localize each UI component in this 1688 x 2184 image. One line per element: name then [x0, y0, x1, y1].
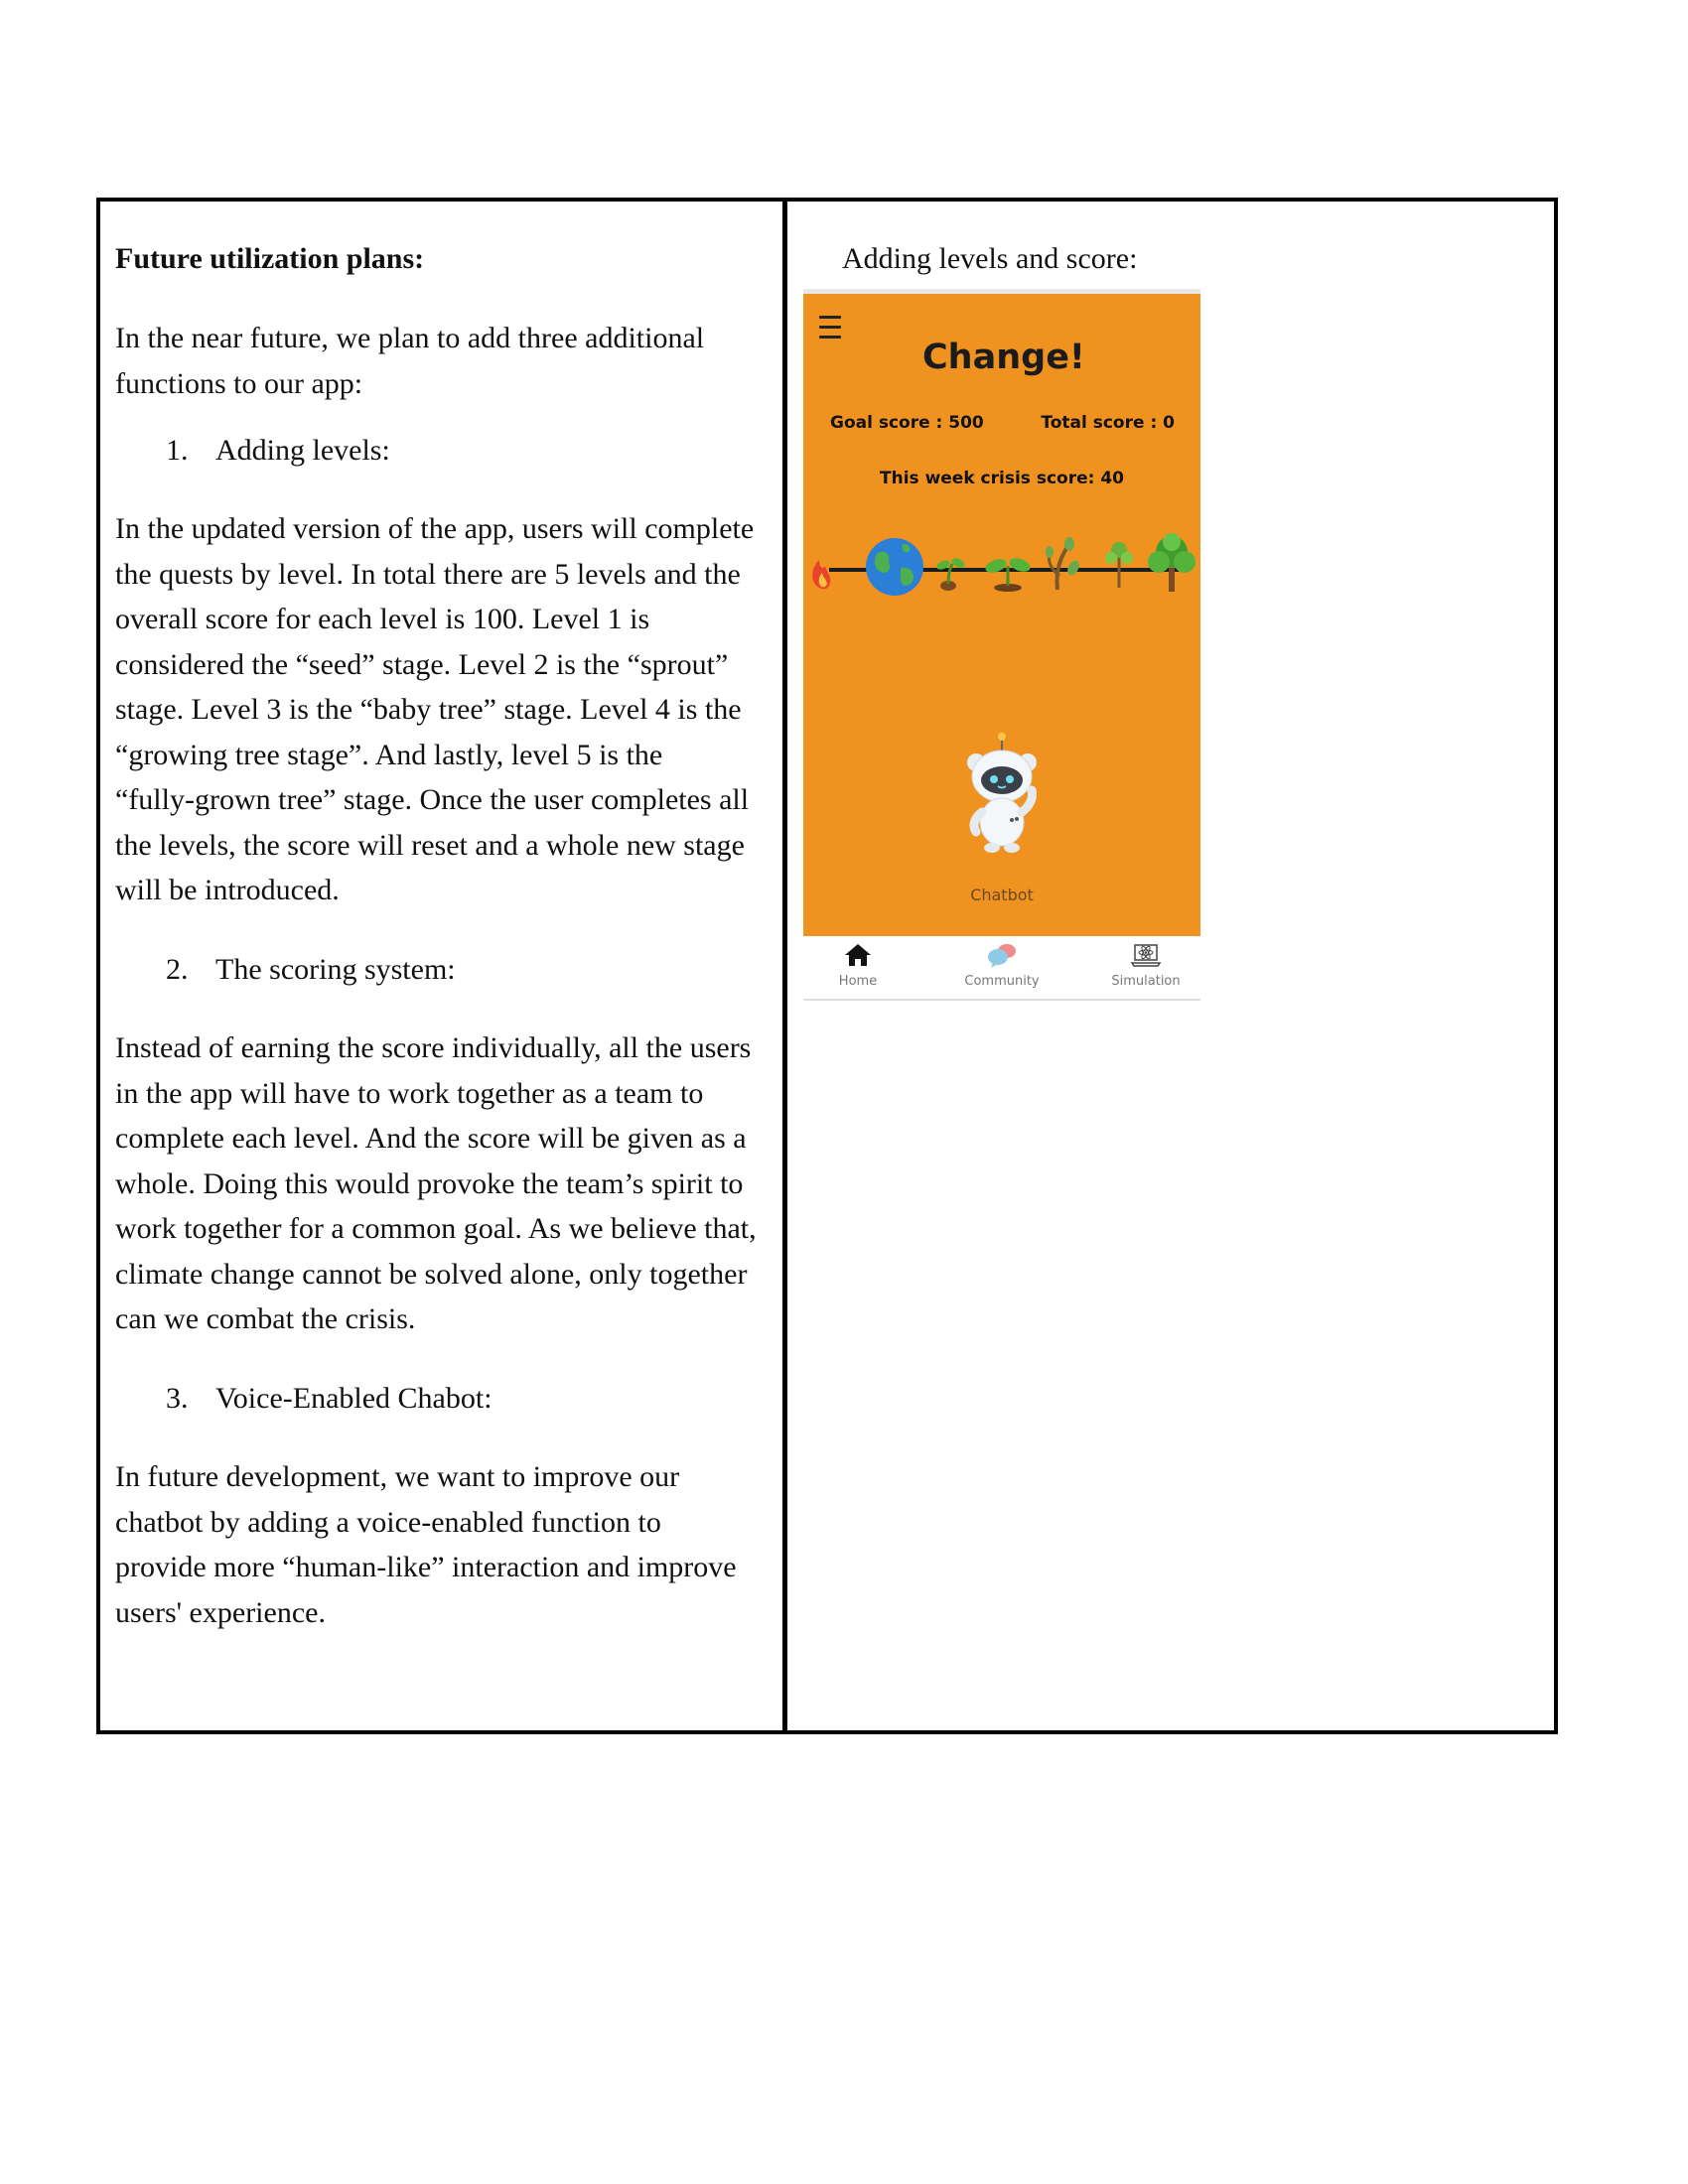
adding-levels-paragraph: In the updated version of the app, users will complete the quests by level. In total there are 5 levels and the overall score for each level is 100. Level 1 is considered the “seed” stage. Level 2 is the “sprout” stage. Level 3 is the “baby tree” stage. Level 4 is the “growing tree stage”. And lastly, level 5 is the “fully-grown tree” stage. Once the user completes all the levels, the score will reset and a whole new stage will be introduced.: [115, 512, 755, 906]
chatbot-label[interactable]: Chatbot: [970, 886, 1034, 904]
sapling-icon: [1046, 537, 1081, 590]
sprout-icon: [984, 556, 1033, 592]
nav-label: Community: [964, 974, 1040, 989]
right-column: [787, 202, 1554, 1730]
nav-item-home[interactable]: [808, 942, 908, 989]
home-icon: [843, 942, 873, 968]
earth-icon: [866, 538, 923, 596]
chat-bubbles-icon: [987, 942, 1017, 968]
laptop-atom-icon: [1130, 942, 1162, 968]
voice-chatbot-paragraph: In future development, we want to improve our chatbot by adding a voice-enabled function to provide more “human-like” interaction and improve users' experience.: [115, 1460, 737, 1629]
total-score: Total score : 0: [1041, 413, 1175, 433]
list-item-adding-levels: 1. Adding levels:: [166, 434, 390, 467]
app-title: Change!: [922, 338, 1085, 377]
nav-item-simulation[interactable]: [1096, 942, 1196, 989]
home-screen: [803, 294, 1200, 936]
hamburger-menu-icon[interactable]: [819, 316, 841, 340]
baby-tree-icon: [1105, 542, 1133, 588]
chatbot-robot-icon[interactable]: [952, 731, 1052, 855]
nav-label: Simulation: [1111, 974, 1181, 989]
intro-paragraph: In the near future, we plan to add three additional functions to our app:: [115, 322, 705, 400]
app-screenshot: [803, 289, 1200, 999]
list-item-scoring-system: 2. The scoring system:: [166, 953, 456, 986]
level-progress-track: [809, 532, 1196, 602]
nav-item-community[interactable]: [952, 942, 1052, 989]
list-item-voice-chatbot: 3. Voice-Enabled Chabot:: [166, 1382, 492, 1415]
left-column: [100, 202, 787, 1730]
bottom-nav: [803, 936, 1200, 1001]
content-table: [96, 198, 1558, 1734]
nav-label: Home: [838, 974, 878, 989]
right-title: Adding levels and score:: [842, 242, 1138, 275]
fire-icon: [812, 560, 830, 589]
goal-score: Goal score : 500: [830, 413, 984, 433]
scoring-system-paragraph: Instead of earning the score individually, all the users in the app will have to work together as a team to complete each level. And the score will be given as a whole. Doing this would provoke the team’s spirit to work together for a common goal. As we believe that, climate change cannot be solved alone, only together can we combat the crisis.: [115, 1031, 757, 1335]
crisis-score: This week crisis score: 40: [880, 469, 1124, 488]
section-heading: Future utilization plans:: [115, 242, 425, 275]
tree-icon: [1148, 533, 1196, 592]
seed-icon: [935, 556, 966, 591]
